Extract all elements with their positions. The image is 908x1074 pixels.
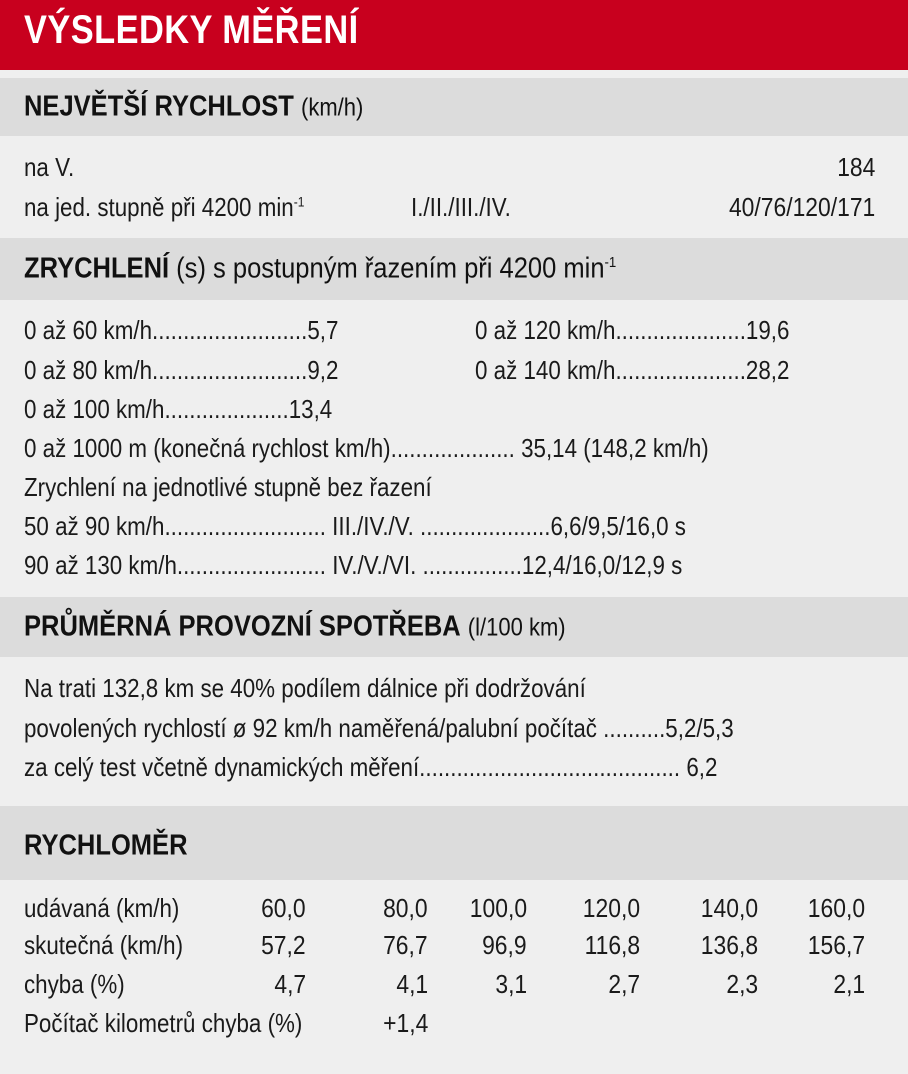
speedometer-cell: 80,0	[383, 893, 428, 923]
consumption-unit: (l/100 km)	[467, 613, 566, 642]
speedometer-cell: 120,0	[582, 893, 640, 923]
acceleration-heading-rest: (s) s postupným řazením při 4200 min	[176, 252, 605, 285]
accel-100: 0 až 100 km/h....................13,4	[24, 394, 333, 424]
speedometer-cell: 60,0	[261, 893, 306, 923]
speedometer-cell: 100,0	[469, 893, 527, 923]
top-speed-row-1-label: na V.	[24, 152, 75, 182]
speedometer-cell: 136,8	[700, 930, 758, 960]
speedometer-cell: 160,0	[807, 893, 865, 923]
acceleration-heading-sup: -1	[604, 253, 617, 271]
top-speed-row-2-label: na jed. stupně při 4200 min	[24, 192, 294, 222]
accel-gear-heading: Zrychlení na jednotlivé stupně bez řazení	[24, 472, 432, 502]
speedometer-cell: 116,8	[584, 930, 640, 960]
speedometer-row-label: chyba (%)	[24, 969, 125, 999]
consumption-heading: PRŮMĚRNÁ PROVOZNÍ SPOTŘEBA	[24, 610, 461, 643]
top-speed-row-2	[24, 192, 304, 226]
speedometer-cell: 4,7	[274, 969, 306, 999]
page-title: VÝSLEDKY MĚŘENÍ	[24, 8, 359, 52]
odometer-label: Počítač kilometrů chyba (%)	[24, 1008, 303, 1038]
speedometer-heading: RYCHLOMĚR	[24, 829, 188, 862]
top-speed-unit: (km/h)	[300, 93, 364, 122]
top-speed-row-2-sup: -1	[293, 193, 305, 210]
section-header-top-speed	[0, 78, 908, 136]
accel-60: 0 až 60 km/h.........................5,7	[24, 315, 339, 345]
title-bar	[0, 0, 908, 70]
section-header-consumption	[0, 597, 908, 657]
speedometer-cell: 2,7	[608, 969, 640, 999]
consumption-line-3: za celý test včetně dynamických měření.......................................... 6,2	[24, 752, 718, 782]
accel-120: 0 až 120 km/h.....................19,6	[475, 315, 790, 345]
speedometer-cell: 57,2	[261, 930, 306, 960]
speedometer-cell: 140,0	[700, 893, 758, 923]
speedometer-cell: 2,3	[726, 969, 758, 999]
odometer-value: +1,4	[382, 1008, 428, 1038]
top-speed-row-2-value: 40/76/120/171	[728, 192, 875, 222]
speedometer-cell: 2,1	[833, 969, 865, 999]
speedometer-cell: 76,7	[383, 930, 428, 960]
section-header-speedometer	[0, 806, 908, 880]
section-header-acceleration	[0, 238, 908, 300]
accel-140: 0 až 140 km/h.....................28,2	[475, 355, 790, 385]
speedometer-row-label: skutečná (km/h)	[24, 930, 184, 960]
accel-1000m: 0 až 1000 m (konečná rychlost km/h).................... 35,14 (148,2 km/h)	[24, 433, 709, 463]
speedometer-cell: 156,7	[807, 930, 865, 960]
accel-80: 0 až 80 km/h.........................9,2	[24, 355, 339, 385]
speedometer-cell: 4,1	[396, 969, 428, 999]
top-speed-row-2-gears: I./II./III./IV.	[411, 192, 511, 222]
consumption-line-2: povolených rychlostí ø 92 km/h naměřená/palubní počítač ..........5,2/5,3	[24, 713, 734, 743]
top-speed-row-1-value: 184	[836, 152, 875, 182]
top-speed-heading: NEJVĚTŠÍ RYCHLOST	[24, 90, 294, 123]
speedometer-cell: 96,9	[482, 930, 527, 960]
speedometer-row-label: udávaná (km/h)	[24, 893, 180, 923]
top-speed-row-1	[24, 152, 74, 186]
consumption-line-1: Na trati 132,8 km se 40% podílem dálnice při dodržování	[24, 673, 586, 703]
speedometer-cell: 3,1	[495, 969, 527, 999]
accel-gear-90-130: 90 až 130 km/h........................ IV./V./VI. ................12,4/16,0/12,9 s	[24, 550, 683, 580]
accel-gear-50-90: 50 až 90 km/h.......................... III./IV./V. .....................6,6/9,5/16,0 s	[24, 511, 686, 541]
acceleration-heading: ZRYCHLENÍ	[24, 252, 170, 285]
